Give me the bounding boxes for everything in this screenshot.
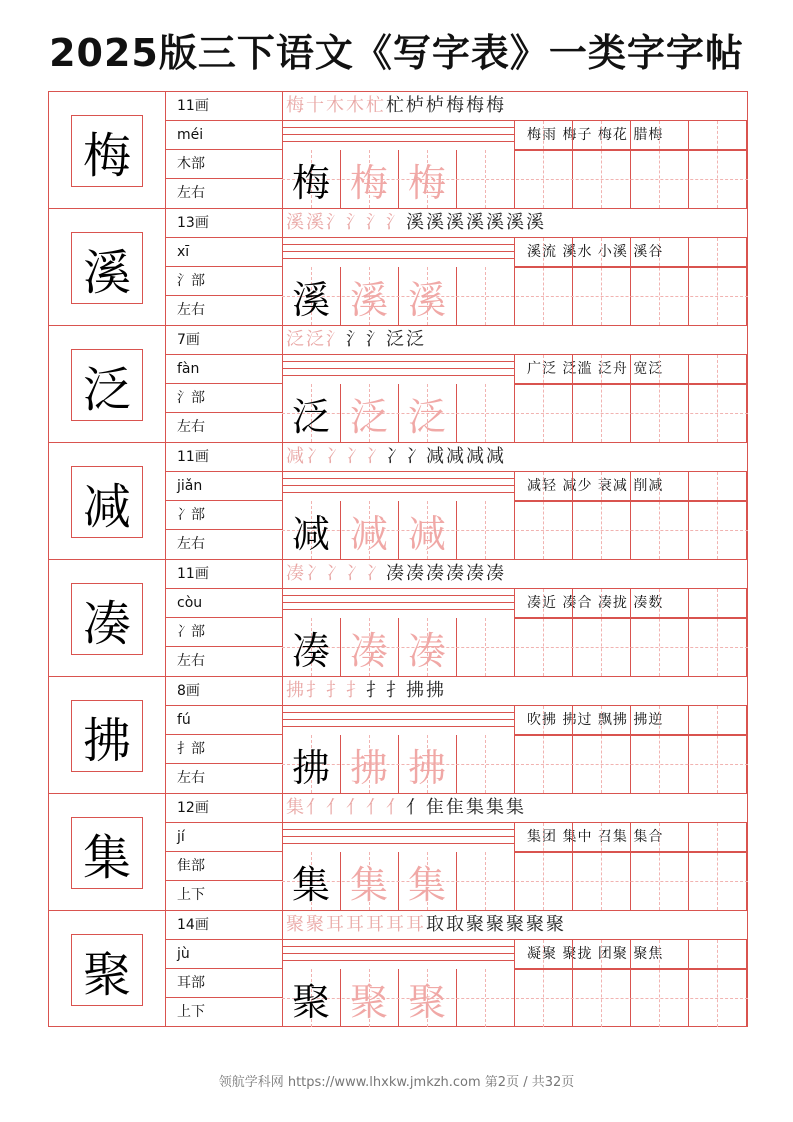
info-pinyin: xī (165, 238, 282, 267)
practice-char-trace: 泛 (349, 394, 388, 439)
word-examples: 广泛 泛滥 泛舟 宽泛 (515, 355, 748, 384)
char-info (165, 209, 283, 325)
stroke-sequence: 聚聚耳耳耳耳耳取取聚聚聚聚聚 (282, 911, 748, 940)
practice-char-dark: 梅 (291, 160, 330, 205)
practice-char-trace: 减 (407, 511, 446, 556)
big-char-cell (49, 794, 166, 910)
character-block (49, 911, 747, 1028)
info-structure: 上下 (177, 887, 205, 903)
info-pinyin: còu (165, 589, 282, 618)
info-structure: 左右 (177, 536, 205, 552)
big-character: 凑 (71, 583, 143, 655)
info-pinyin: fú (165, 706, 282, 735)
pinyin-lines (282, 121, 515, 150)
char-info (165, 92, 283, 208)
practice-char-trace: 集 (349, 862, 388, 907)
big-char-cell (49, 560, 166, 676)
big-char-cell (49, 443, 166, 559)
character-block (49, 560, 747, 677)
big-character: 拂 (71, 700, 143, 772)
character-block (49, 326, 747, 443)
practice-grid (282, 443, 748, 559)
info-radical: 冫部 (165, 618, 282, 647)
practice-char-trace: 凑 (349, 628, 388, 673)
practice-char-trace: 溪 (407, 277, 446, 322)
practice-char-trace: 拂 (407, 745, 446, 790)
info-structure: 左右 (177, 653, 205, 669)
pinyin-lines (282, 706, 515, 735)
word-examples: 溪流 溪水 小溪 溪谷 (515, 238, 748, 267)
stroke-sequence: 拂扌扌扌扌扌拂拂 (282, 677, 748, 706)
info-pinyin: méi (165, 121, 282, 150)
info-structure: 左右 (177, 770, 205, 786)
info-structure: 左右 (177, 185, 205, 201)
info-structure: 上下 (177, 1004, 205, 1020)
practice-char-dark: 泛 (291, 394, 330, 439)
practice-char-trace: 聚 (407, 979, 446, 1024)
stroke-sequence: 集亻亻亻亻亻亻隹隹集集集 (282, 794, 748, 823)
practice-char-trace: 梅 (349, 160, 388, 205)
pinyin-lines (282, 589, 515, 618)
practice-char-dark: 减 (291, 511, 330, 556)
character-block (49, 209, 747, 326)
practice-char-trace: 拂 (349, 745, 388, 790)
word-examples: 凝聚 聚拢 团聚 聚焦 (515, 940, 748, 969)
info-structure: 左右 (177, 419, 205, 435)
character-block (49, 677, 747, 794)
char-info (165, 911, 283, 1027)
char-info (165, 560, 283, 676)
info-structure: 左右 (177, 302, 205, 318)
practice-char-dark: 溪 (291, 277, 330, 322)
info-radical: 冫部 (165, 501, 282, 530)
practice-char-dark: 凑 (291, 628, 330, 673)
practice-char-trace: 梅 (407, 160, 446, 205)
info-pinyin: fàn (165, 355, 282, 384)
word-examples: 梅雨 梅子 梅花 腊梅 (515, 121, 748, 150)
info-strokes: 11画 (165, 443, 282, 472)
char-info (165, 326, 283, 442)
page-footer: 领航学科网 https://www.lhxkw.jmkzh.com 第2页 / 共32页 (218, 1075, 575, 1090)
practice-char-dark: 聚 (291, 979, 330, 1024)
character-block (49, 794, 747, 911)
info-radical: 木部 (165, 150, 282, 179)
big-character: 梅 (71, 115, 143, 187)
big-character: 集 (71, 817, 143, 889)
pinyin-lines (282, 472, 515, 501)
practice-char-trace: 凑 (407, 628, 446, 673)
info-strokes: 13画 (165, 209, 282, 238)
big-char-cell (49, 209, 166, 325)
practice-char-dark: 集 (291, 862, 330, 907)
word-examples: 吹拂 拂过 飘拂 拂逆 (515, 706, 748, 735)
char-info (165, 794, 283, 910)
big-char-cell (49, 677, 166, 793)
practice-char-trace: 集 (407, 862, 446, 907)
practice-char-trace: 溪 (349, 277, 388, 322)
info-strokes: 11画 (165, 92, 282, 121)
stroke-sequence: 减冫冫冫冫冫冫减减减减 (282, 443, 748, 472)
info-radical: 氵部 (165, 267, 282, 296)
char-info (165, 443, 283, 559)
character-block (49, 443, 747, 560)
stroke-sequence: 梅十木木杧杧栌栌梅梅梅 (282, 92, 748, 121)
info-strokes: 14画 (165, 911, 282, 940)
word-examples: 减轻 减少 衰减 削减 (515, 472, 748, 501)
char-info (165, 677, 283, 793)
practice-char-trace: 减 (349, 511, 388, 556)
stroke-sequence: 泛泛氵氵氵泛泛 (282, 326, 748, 355)
practice-char-trace: 聚 (349, 979, 388, 1024)
pinyin-lines (282, 940, 515, 969)
info-strokes: 12画 (165, 794, 282, 823)
info-pinyin: jù (165, 940, 282, 969)
copybook-sheet (48, 91, 748, 1027)
info-radical: 扌部 (165, 735, 282, 764)
practice-char-trace: 泛 (407, 394, 446, 439)
big-char-cell (49, 911, 166, 1027)
info-radical: 耳部 (165, 969, 282, 998)
practice-grid (282, 326, 748, 442)
info-strokes: 8画 (165, 677, 282, 706)
practice-char-dark: 拂 (291, 745, 330, 790)
info-radical: 隹部 (165, 852, 282, 881)
big-character: 溪 (71, 232, 143, 304)
big-character: 聚 (71, 934, 143, 1006)
stroke-sequence: 凑冫冫冫冫凑凑凑凑凑凑 (282, 560, 748, 589)
pinyin-lines (282, 823, 515, 852)
page-title: 2025版三下语文《写字表》一类字字帖 (49, 31, 744, 75)
pinyin-lines (282, 238, 515, 267)
practice-grid (282, 677, 748, 793)
info-pinyin: jiǎn (165, 472, 282, 501)
word-examples: 凑近 凑合 凑拢 凑数 (515, 589, 748, 618)
big-character: 减 (71, 466, 143, 538)
word-examples: 集团 集中 召集 集合 (515, 823, 748, 852)
info-pinyin: jí (165, 823, 282, 852)
big-character: 泛 (71, 349, 143, 421)
big-char-cell (49, 92, 166, 208)
pinyin-lines (282, 355, 515, 384)
info-strokes: 7画 (165, 326, 282, 355)
practice-grid (282, 560, 748, 676)
character-block (49, 92, 747, 209)
practice-grid (282, 794, 748, 910)
practice-grid (282, 209, 748, 325)
stroke-sequence: 溪溪氵氵氵氵溪溪溪溪溪溪溪 (282, 209, 748, 238)
practice-grid (282, 911, 748, 1027)
info-radical: 氵部 (165, 384, 282, 413)
big-char-cell (49, 326, 166, 442)
info-strokes: 11画 (165, 560, 282, 589)
practice-grid (282, 92, 748, 208)
